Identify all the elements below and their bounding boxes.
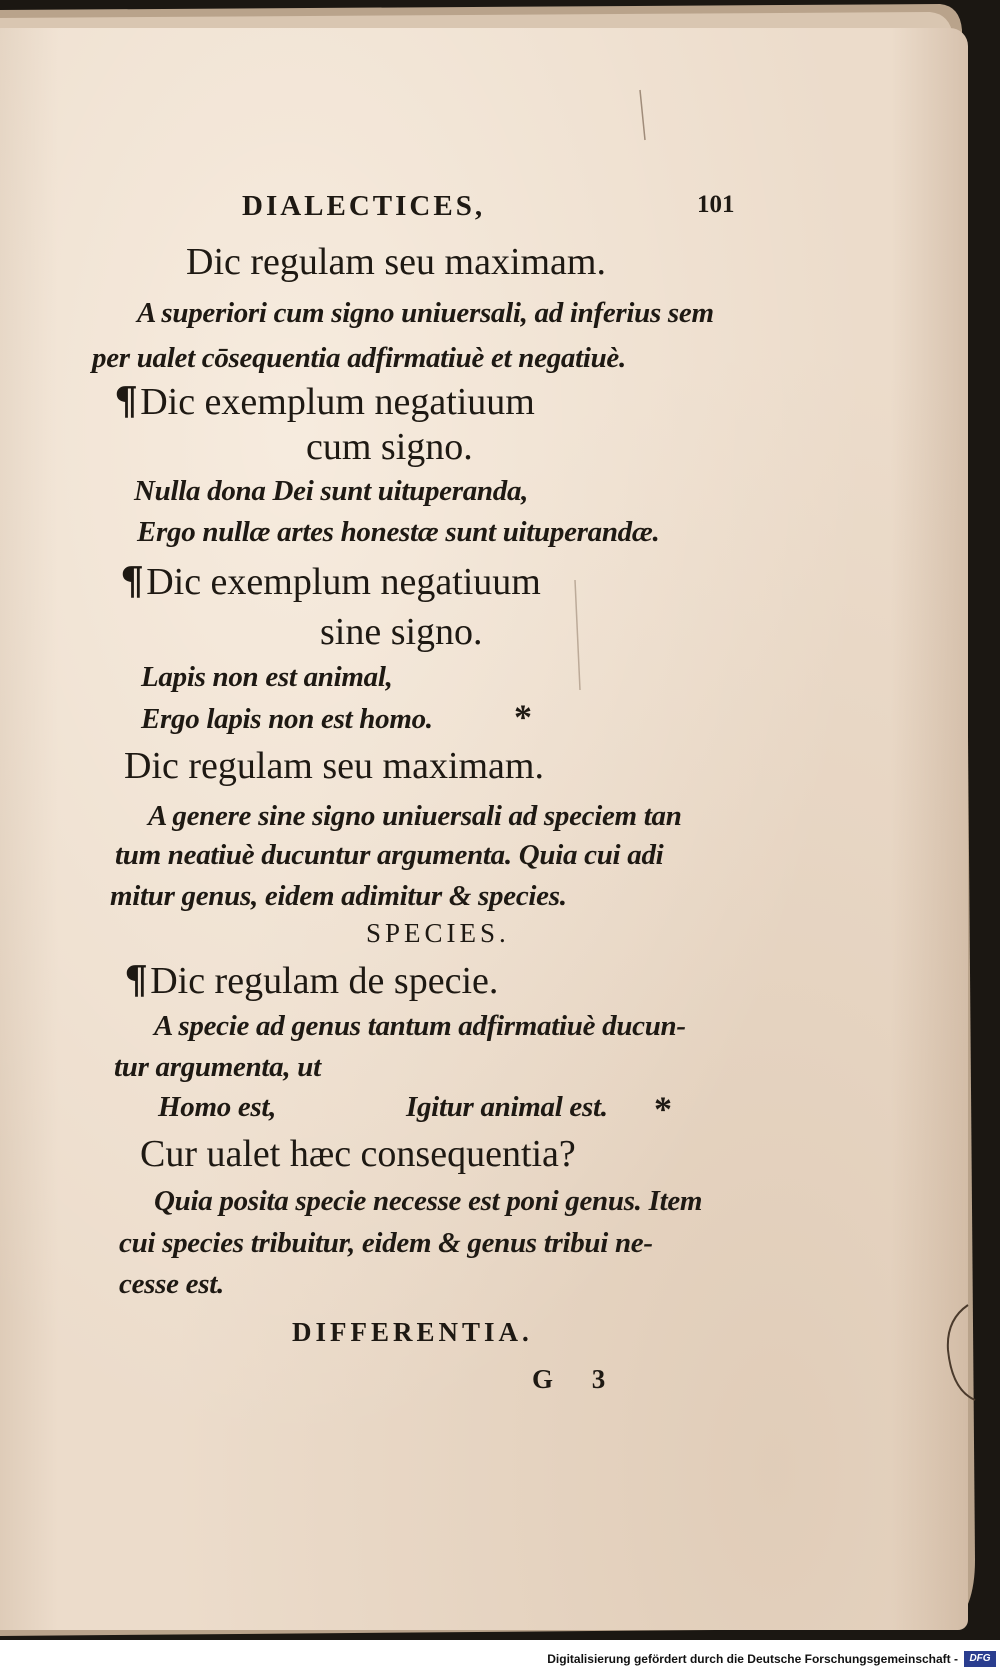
text-line: Ergo nullæ artes honestæ sunt uituperandæ. xyxy=(137,516,660,548)
text-line: tum neatiuè ducuntur argumenta. Quia cui adi xyxy=(115,839,664,871)
section-heading: SPECIES. xyxy=(366,918,510,948)
pilcrow-mark: ¶ xyxy=(124,957,149,1002)
text-line: per ualet cōsequentia adfirmatiuè et negatiuè. xyxy=(92,342,626,374)
heading-text: Dic exemplum negatiuum xyxy=(140,381,535,423)
text-line: Homo est, xyxy=(158,1091,277,1123)
heading-line: sine signo. xyxy=(320,611,483,653)
heading-text: Dic regulam de specie. xyxy=(150,960,499,1002)
pilcrow-mark: ¶ xyxy=(114,378,139,423)
text-line: mitur genus, eidem adimitur & species. xyxy=(110,880,567,912)
asterisk-mark: * xyxy=(654,1089,672,1129)
funding-credit: Digitalisierung gefördert durch die Deutsche Forschungsgemeinschaft - xyxy=(547,1652,958,1666)
signature-mark: G 3 xyxy=(532,1364,622,1394)
dfg-logo: DFG xyxy=(964,1651,996,1667)
heading-line xyxy=(124,957,498,1003)
text-line: A genere sine signo uniuersali ad speciem tan xyxy=(148,800,682,832)
heading-line: Dic regulam seu maximam. xyxy=(186,241,606,283)
heading-line xyxy=(114,378,535,424)
text-line: Nulla dona Dei sunt uituperanda, xyxy=(134,475,529,507)
page-number: 101 xyxy=(697,191,735,218)
text-line: Lapis non est animal, xyxy=(141,661,393,693)
heading-text: Dic exemplum negatiuum xyxy=(146,561,541,603)
heading-line xyxy=(120,558,541,604)
text-line: tur argumenta, ut xyxy=(114,1051,321,1083)
heading-line: Dic regulam seu maximam. xyxy=(124,745,544,787)
running-head: DIALECTICES, xyxy=(242,190,486,222)
asterisk-mark: * xyxy=(514,697,532,737)
text-line: Quia posita specie necesse est poni genus. Item xyxy=(154,1185,703,1217)
text-line: cesse est. xyxy=(119,1268,224,1300)
heading-line: cum signo. xyxy=(306,426,473,468)
text-line: A specie ad genus tantum adfirmatiuè ducun- xyxy=(154,1010,686,1042)
pilcrow-mark: ¶ xyxy=(120,558,145,603)
text-line: cui species tribuitur, eidem & genus tribui ne- xyxy=(119,1227,653,1259)
text-line: Ergo lapis non est homo. xyxy=(141,703,433,735)
catchword: DIFFERENTIA. xyxy=(292,1317,533,1347)
heading-line: Cur ualet hæc consequentia? xyxy=(140,1133,576,1175)
text-line: Igitur animal est. xyxy=(406,1091,608,1123)
text-line: A superiori cum signo uniuersali, ad inferius sem xyxy=(137,297,714,329)
